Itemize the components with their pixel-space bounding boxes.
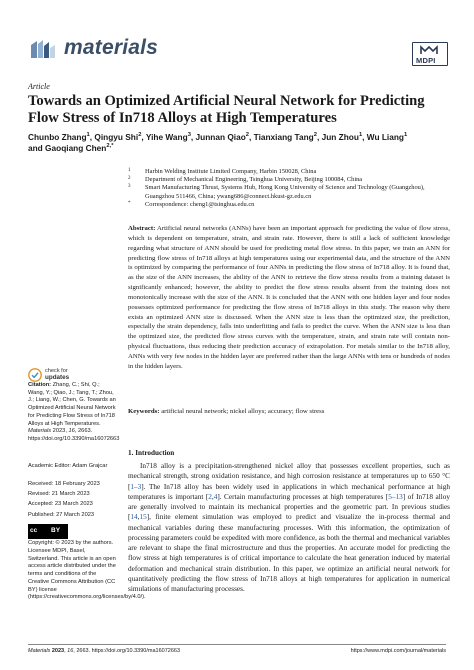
intro-text: ]. Certain manufacturing processes at high temperatures [ — [217, 492, 389, 501]
author-affiliation-mark: 1 — [403, 132, 408, 139]
citation-ref[interactable]: 14 — [130, 513, 138, 522]
author-affiliation-mark: 2 — [313, 132, 317, 139]
article-title: Towards an Optimized Artificial Neural Network for Predicting Flow Stress of In718 Alloys at High Temperatures — [28, 93, 425, 126]
author-name[interactable]: Chunbo Zhang — [28, 132, 87, 142]
author-name[interactable]: Wu Liang — [366, 132, 404, 142]
accepted-date: Accepted: 23 March 2023 — [28, 501, 93, 508]
affiliation-text: Smart Manufacturing Thrust, Systems Hub, Hong Kong University of Science and Technology (Guangzhou), Guangzhou 511466, China; ywang686@connect.hkust-gz.edu.cn — [145, 184, 425, 200]
citation-label: Citation: — [28, 382, 52, 388]
intro-text: , — [211, 492, 214, 501]
abstract-label: Abstract: — [128, 225, 156, 232]
mdpi-label: MDPI — [416, 56, 436, 65]
footer-journal-url[interactable]: https://www.mdpi.com/journal/materials — [350, 648, 446, 654]
correspondence-email[interactable]: Correspondence: cheng1@tsinghua.edu.cn — [145, 200, 255, 208]
mdpi-logo-icon — [419, 44, 439, 55]
author-name[interactable]: Yihe Wang — [145, 132, 188, 142]
citation-ref[interactable]: 5–13 — [388, 492, 403, 501]
footer-journal: Materials — [28, 648, 51, 654]
intro-text: ]. The In718 alloy has been widely used in applications in which mechanical performance at high temperatures is important [ — [128, 482, 450, 501]
author-name[interactable]: Tianxiang Tang — [253, 132, 314, 142]
abstract-text: Artificial neural networks (ANNs) have been an important approach for predicting the value of flow stress, which is dependent on temperature, strain, and strain rate. However, there is still a lack of sufficient knowledge regarding what structure of ANN should be used for predicting metal flow stress. In this paper, we train an ANN for predicting flow stress of In718 alloys at high temperatures using our experimental data, and the structure of the ANN is optimized by comparing the performance of four ANNs in predicting the flow stress of In718 alloy. It is found that, as the size of the ANN increases, the ability of the ANN to retrieve the flow stress results from a training dataset is significantly enhanced; however, the ability to predict the flow stress results absent from the training does not monotonically increase with the size of the ANN. It is concluded that the ANN with one hidden layer and four nodes possesses optimized performance for predicting the flow stress of In718 alloys in this study. The reason why there exists an optimized ANN size is discussed. When the ANN size is less than the optimized size, the prediction, especially the strain dependency, falls into underfitting and fails to predict the curve. When the ANN size is less than the optimized size, the predicted flow stress curves with the temperature, strain, and strain rate will contain non-physical fluctuations, thus reducing their prediction accuracy of extrapolation. For metals similar to the In718 alloy, ANNs with very few nodes in the hidden layer are preferred rather than the large ANNs with tens or hundreds of nodes in the hidden layers. — [128, 225, 450, 370]
author-affiliation-mark: 2,* — [106, 143, 114, 150]
citation-doi-link[interactable]: https://doi.org/10.3390/ma16072663 — [28, 435, 120, 442]
author-name[interactable]: Jun Zhou — [321, 132, 359, 142]
footer-year: 2023 — [51, 648, 65, 654]
affiliation-mark: 2 — [128, 176, 131, 182]
footer-citation: Materials 2023, 16, 2663. https://doi.org/10.3390/ma16072663 — [28, 648, 181, 654]
updates-strong-text: updates — [45, 373, 70, 381]
check-for-updates-icon[interactable] — [28, 368, 42, 382]
journal-name[interactable]: materials — [64, 36, 159, 59]
author-affiliation-mark: 2 — [138, 132, 142, 139]
intro-text: ], finite element simulation was employed to predict and visualize the in-process thermal and mechanical variables during these manufacturing processes. With this information, the optimization of processing parameters could be expedited with more confidence, as both the thermal and mechanical variables are relevant to shape the final microstructure and thus the properties. An accurate model for predicting the flow stress at high temperatures is of critical importance to calculate the heat generation induced by material deformation and mechanical strain distribution. In this paper, we optimize an artificial neural network for quantitatively predicting the flow stress of In718 alloys at high temperatures for application in numerical simulations of manufacturing processes. — [128, 513, 450, 593]
citation-ref[interactable]: 4 — [213, 492, 218, 501]
introduction-paragraph — [128, 461, 450, 594]
affiliation-text: Department of Mechanical Engineering, Tsinghua University, Beijing 100084, China — [145, 176, 363, 184]
materials-logo-icon — [28, 38, 58, 60]
affiliation-row — [128, 176, 448, 184]
keywords-text: artificial neural network; nickel alloys; accuracy; flow stress — [161, 408, 325, 415]
author-list: Chunbo Zhang$^1$, Qingyu Shi$^2$, Yihe Wang$^3$, Junnan Qiao$^2$, Tianxiang Tang$^2$, Jun Zhou$^1$, Wu Liang$^1$ and Gaoqiang Chen$^{2,*}$ — [28, 132, 408, 154]
affiliation-mark: 1 — [128, 168, 131, 173]
author-name[interactable]: Junnan Qiao — [195, 132, 246, 142]
keywords-label: Keywords: — [128, 408, 160, 415]
section-heading: 1. Introduction — [128, 449, 175, 457]
license-text: Copyright: © 2023 by the authors. Licensee MDPI, Basel, Switzerland. This article is an open access article distributed under the terms and conditions of the Creative Commons Attribution (CC BY) license (https://creativecommons.org/licenses/by/4.0/). — [28, 540, 146, 601]
footer-volume: 16 — [67, 648, 74, 654]
citation-block: Citation: Zhang, C.; Shi, Q.; Wang, Y.; Qiao, J.; Tang, T.; Zhou, J.; Liang, W.; Chen, G. Towards an Optimized Artificial Neural Network for Predicting Flow Stress of In718 Alloys at High Temperatures. Materials 2023, 16, 2663. https://doi.org/10.3390/ma16072663 — [28, 382, 120, 442]
intro-text: In718 alloy is a precipitation-strengthened nickel alloy that possesses excellent properties, such as mechanical strength, strong oxidation resistance, and high corrosion resistance at temperatures up to 650 °C [ — [128, 462, 450, 491]
abstract — [128, 224, 450, 372]
author-affiliation-mark: 2 — [245, 132, 250, 139]
footer-doi[interactable]: , 2663. https://doi.org/10.3390/ma16072663 — [73, 648, 181, 654]
affiliation-row — [128, 184, 448, 200]
cc-badge-label: cc — [30, 527, 38, 534]
intro-text: ] of In718 alloy are generally involved to maintain its mechanical properties and the geometric part. In previous studies [ — [128, 492, 450, 522]
author-name[interactable]: and Gaoqiang Chen — [28, 143, 107, 154]
intro-text: , — [137, 513, 140, 522]
affiliation-text: Harbin Welding Institute Limited Company, Harbin 150028, China — [145, 168, 317, 175]
publication-dates — [28, 479, 100, 520]
by-badge-label: BY — [51, 527, 61, 534]
citation-pages: 2663. — [78, 428, 93, 435]
check-for-updates-label[interactable] — [45, 368, 69, 381]
author-affiliation-mark: 1 — [86, 132, 90, 139]
citation-ref[interactable]: 1–3 — [130, 482, 142, 491]
article-type: Article — [28, 82, 50, 91]
affiliation-row — [128, 168, 448, 176]
affiliation-mark: 3 — [128, 184, 131, 190]
received-date: Received: 18 February 2023 — [28, 481, 100, 487]
author-affiliation-mark: 3 — [187, 132, 191, 139]
affiliation-mark: * — [128, 200, 131, 206]
author-name[interactable]: Qingyu Shi — [94, 132, 139, 142]
updates-top-text: check for — [45, 368, 68, 374]
academic-editor: Academic Editor: Adam Grajcar — [28, 463, 108, 469]
citation-text: Zhang, C.; Shi, Q.; Wang, Y.; Qiao, J.; Tang, T.; Zhou, J.; Liang, W.; Chen, G. Towards an Optimized Artificial Neural Network for Predicting Flow Stress of In718 Alloys at High Temperatures. — [28, 382, 116, 427]
citation-ref[interactable]: 15 — [139, 513, 147, 522]
citation-volume: 16 — [68, 428, 75, 435]
published-date: Published: 27 March 2023 — [28, 511, 95, 518]
keywords — [128, 407, 450, 417]
citation-ref[interactable]: 2 — [208, 492, 212, 501]
affiliation-row — [128, 201, 448, 209]
footer-divider — [28, 644, 446, 645]
citation-year: 2023 — [52, 428, 66, 435]
affiliations — [128, 168, 448, 209]
author-affiliation-mark: 1 — [358, 132, 363, 139]
citation-journal: Materials — [28, 428, 52, 435]
revised-date: Revised: 21 March 2023 — [28, 491, 90, 498]
